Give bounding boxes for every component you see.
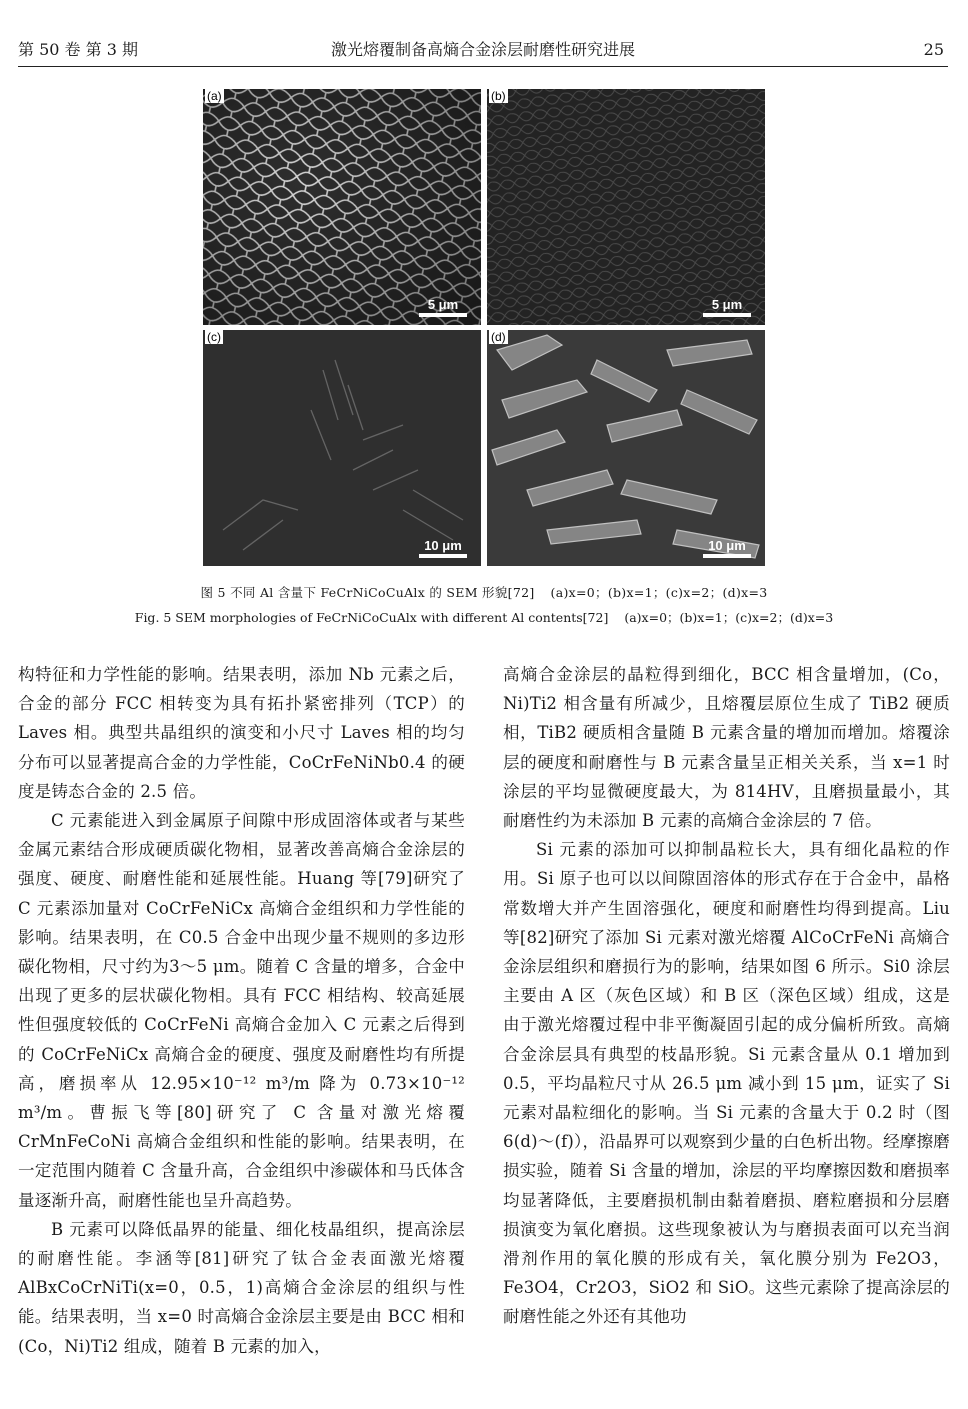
caption-en-title: Fig. 5 SEM morphologies of FeCrNiCoCuAlx with different Al contents[72]: [134, 610, 609, 625]
figure-caption-chinese: [0, 584, 968, 602]
scale-bar-label-c: 10 μm: [424, 538, 462, 553]
scale-bar-c: [419, 539, 467, 558]
scale-bar-a: [419, 298, 467, 317]
scale-bar-d: [703, 539, 751, 558]
scale-bar-label-d: 10 μm: [708, 538, 746, 553]
body-column-right: [503, 660, 950, 1332]
paragraph-si-element: Si 元素的添加可以抑制晶粒长大，具有细化晶粒的作用。Si 原子也可以以间隙固溶体的形式存在于合金中，晶格常数增大并产生固溶强化，硬度和耐磨性均得到提高。Liu 等[82]研究了添加 Si 元素对激光熔覆 AlCoCrFeNi 高熵合金涂层组织和磨损行为的影响，结果如图 6 所示。Si0 涂层主要由 A 区（灰色区域）和 B 区（深色区域）组成，这是由于激光熔覆过程中非平衡凝固引起的成分偏析所致。高熵合金涂层具有典型的枝晶形貌。Si 元素含量从 0.1 增加到 0.5，平均晶粒尺寸从 26.5 μm 减小到 15 μm，证实了 Si 元素对晶粒细化的影响。当 Si 元素的含量大于 0.2 时（图 6(d)～(f)），沿晶界可以观察到少量的白色析出物。经摩擦磨损实验，随着 Si 含量的增加，涂层的平均摩擦因数和磨损率均显著降低，主要磨损机制由黏着磨损、磨粒磨损和分层磨损演变为氧化磨损。这些现象被认为与磨损表面可以充当润滑剂作用的氧化膜的形成有关，氧化膜分别为 Fe2O3，Fe3O4，Cr2O3，SiO2 和 SiO。这些元素除了提高涂层的耐磨性能之外还有其他功: [503, 840, 950, 1327]
panel-label-d: (d): [491, 330, 506, 344]
panel-label-c: (c): [207, 330, 221, 344]
sem-image-a: [203, 89, 481, 325]
page-number: 25: [923, 40, 944, 59]
sem-panel-c: [203, 330, 481, 566]
caption-cn-cases: (a)x=0；(b)x=1；(c)x=2；(d)x=3: [550, 585, 768, 600]
caption-cn-title: 图 5 不同 Al 含量下 FeCrNiCoCuAlx 的 SEM 形貌[72]: [200, 585, 535, 600]
caption-en-cases: (a)x=0；(b)x=1；(c)x=2；(d)x=3: [624, 610, 834, 625]
sem-figure: [203, 89, 765, 566]
sem-image-c: [203, 330, 481, 566]
sem-panel-d: [487, 330, 765, 566]
running-header: [18, 37, 948, 67]
paragraph-b-element-cont: 高熵合金涂层的晶粒得到细化，BCC 相含量增加，(Co，Ni)Ti2 相含量有所减少，且熔覆层原位生成了 TiB2 硬质相，TiB2 硬质相含量随 B 元素含量的增加而增加。熔覆涂层的硬度和耐磨性与 B 元素含量呈正相关关系，当 x=1 时涂层的平均显微硬度最大，为 814HV，且磨损量最小，其耐磨性约为未添加 B 元素的高熵合金涂层的 7 倍。: [503, 665, 950, 831]
body-column-left: [18, 660, 465, 1361]
sem-image-b: [487, 89, 765, 325]
scale-bar-b: [703, 298, 751, 317]
paragraph-b-element: B 元素可以降低晶界的能量、细化枝晶组织，提高涂层的耐磨性能。李涵等[81]研究了钛合金表面激光熔覆 AlBxCoCrNiTi(x=0，0.5，1)高熵合金涂层的组织与性能。结果表明，当 x=0 时高熵合金涂层主要是由 BCC 相和(Co，Ni)Ti2 组成，随着 B 元素的加入，: [18, 1219, 465, 1356]
panel-label-a: (a): [207, 89, 222, 103]
sem-image-d: [487, 330, 765, 566]
sem-panel-b: [487, 89, 765, 325]
journal-volume-issue: 第 50 卷 第 3 期: [18, 40, 138, 59]
sem-panel-a: [203, 89, 481, 325]
scale-bar-label-b: 5 μm: [711, 297, 743, 312]
paragraph-nb-element: 构特征和力学性能的影响。结果表明，添加 Nb 元素之后，合金的部分 FCC 相转变为具有拓扑紧密排列（TCP）的 Laves 相。典型共晶组织的演变和小尺寸 Laves 相的均匀分布可以显著提高合金的力学性能，CoCrFeNiNb0.4 的硬度是铸态合金的 2.5 倍。: [18, 665, 465, 801]
paragraph-c-element: C 元素能进入到金属原子间隙中形成固溶体或者与某些金属元素结合形成硬质碳化物相，显著改善高熵合金涂层的强度、硬度、耐磨性能和延展性能。Huang 等[79]研究了 C 元素添加量对 CoCrFeNiCx 高熵合金组织和力学性能的影响。结果表明，在 C0.5 合金中出现少量不规则的多边形碳化物相，尺寸约为3～5 μm。随着 C 含量的增多，合金中出现了更多的层状碳化物相。具有 FCC 相结构、较高延展性但强度较低的 CoCrFeNi 高熵合金加入 C 元素之后得到的 CoCrFeNiCx 高熵合金的硬度、强度及耐磨性均有所提高，磨损率从 12.95×10⁻¹² m³/m 降为 0.73×10⁻¹² m³/m。曹振飞等[80]研究了 C 含量对激光熔覆 CrMnFeCoNi 高熵合金组织和性能的影响。结果表明，在一定范围内随着 C 含量升高，合金组织中渗碳体和马氏体含量逐渐升高，耐磨性能也呈升高趋势。: [18, 811, 465, 1210]
panel-label-b: (b): [491, 89, 506, 103]
article-title: 激光熔覆制备高熵合金涂层耐磨性研究进展: [330, 40, 635, 59]
scale-bar-label-a: 5 μm: [427, 297, 459, 312]
figure-caption-english: [0, 609, 968, 627]
